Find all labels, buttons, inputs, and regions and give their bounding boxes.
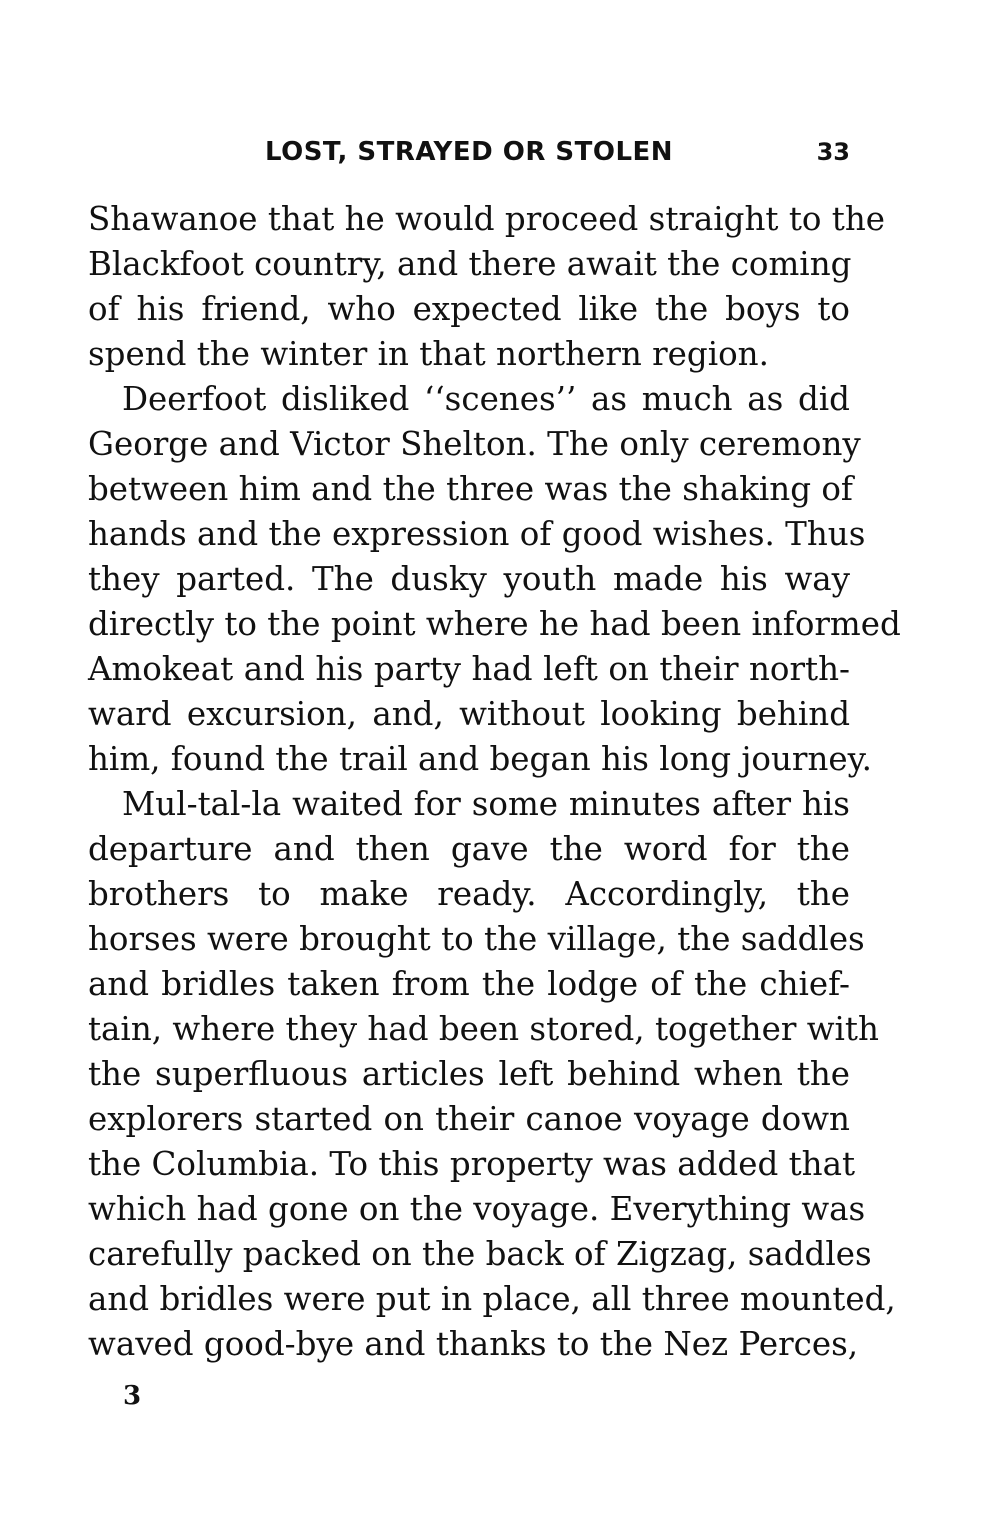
text-line: and bridles were put in place, all three mounted, [88,1280,896,1318]
text-line: Blackfoot country, and there await the coming [88,245,852,283]
running-title: LOST, STRAYED OR STOLEN [264,137,674,167]
page-number: 33 [816,138,850,166]
text-line: explorers started on their canoe voyage down [88,1100,850,1138]
text-line: ward excursion, and, without looking behind [88,695,850,733]
text-line: of his friend, who expected like the boys to [88,290,850,328]
text-line: him, found the trail and began his long journey. [88,740,872,778]
text-line: Deerfoot disliked ‘‘scenes’’ as much as did [122,380,850,418]
text-line: horses were brought to the village, the saddles [88,920,865,958]
text-line: between him and the three was the shaking of [88,470,853,508]
text-line: Mul-tal-la waited for some minutes after his [122,785,850,823]
text-line: brothers to make ready. Accordingly, the [88,875,850,913]
text-line: Amokeat and his party had left on their north- [88,650,850,688]
text-line: directly to the point where he had been informed [88,605,901,643]
text-line: George and Victor Shelton. The only ceremony [88,425,861,463]
body-text [88,197,901,1367]
text-line: hands and the expression of good wishes. Thus [88,515,866,553]
text-line: and bridles taken from the lodge of the chief- [88,965,850,1003]
text-line: tain, where they had been stored, together with [88,1010,879,1048]
text-line: carefully packed on the back of Zigzag, saddles [88,1235,872,1273]
signature-mark: 3 [123,1381,142,1411]
text-line: departure and then gave the word for the [88,830,850,868]
text-line: the superfluous articles left behind when the [88,1055,850,1093]
running-head [88,132,850,172]
text-line: they parted. The dusky youth made his way [88,560,850,598]
text-line: which had gone on the voyage. Everything was [88,1190,866,1228]
text-line: the Columbia. To this property was added that [88,1145,856,1183]
text-line: Shawanoe that he would proceed straight to the [88,200,885,238]
text-line: spend the winter in that northern region. [88,335,769,373]
text-line: waved good-bye and thanks to the Nez Perces, [88,1325,859,1363]
